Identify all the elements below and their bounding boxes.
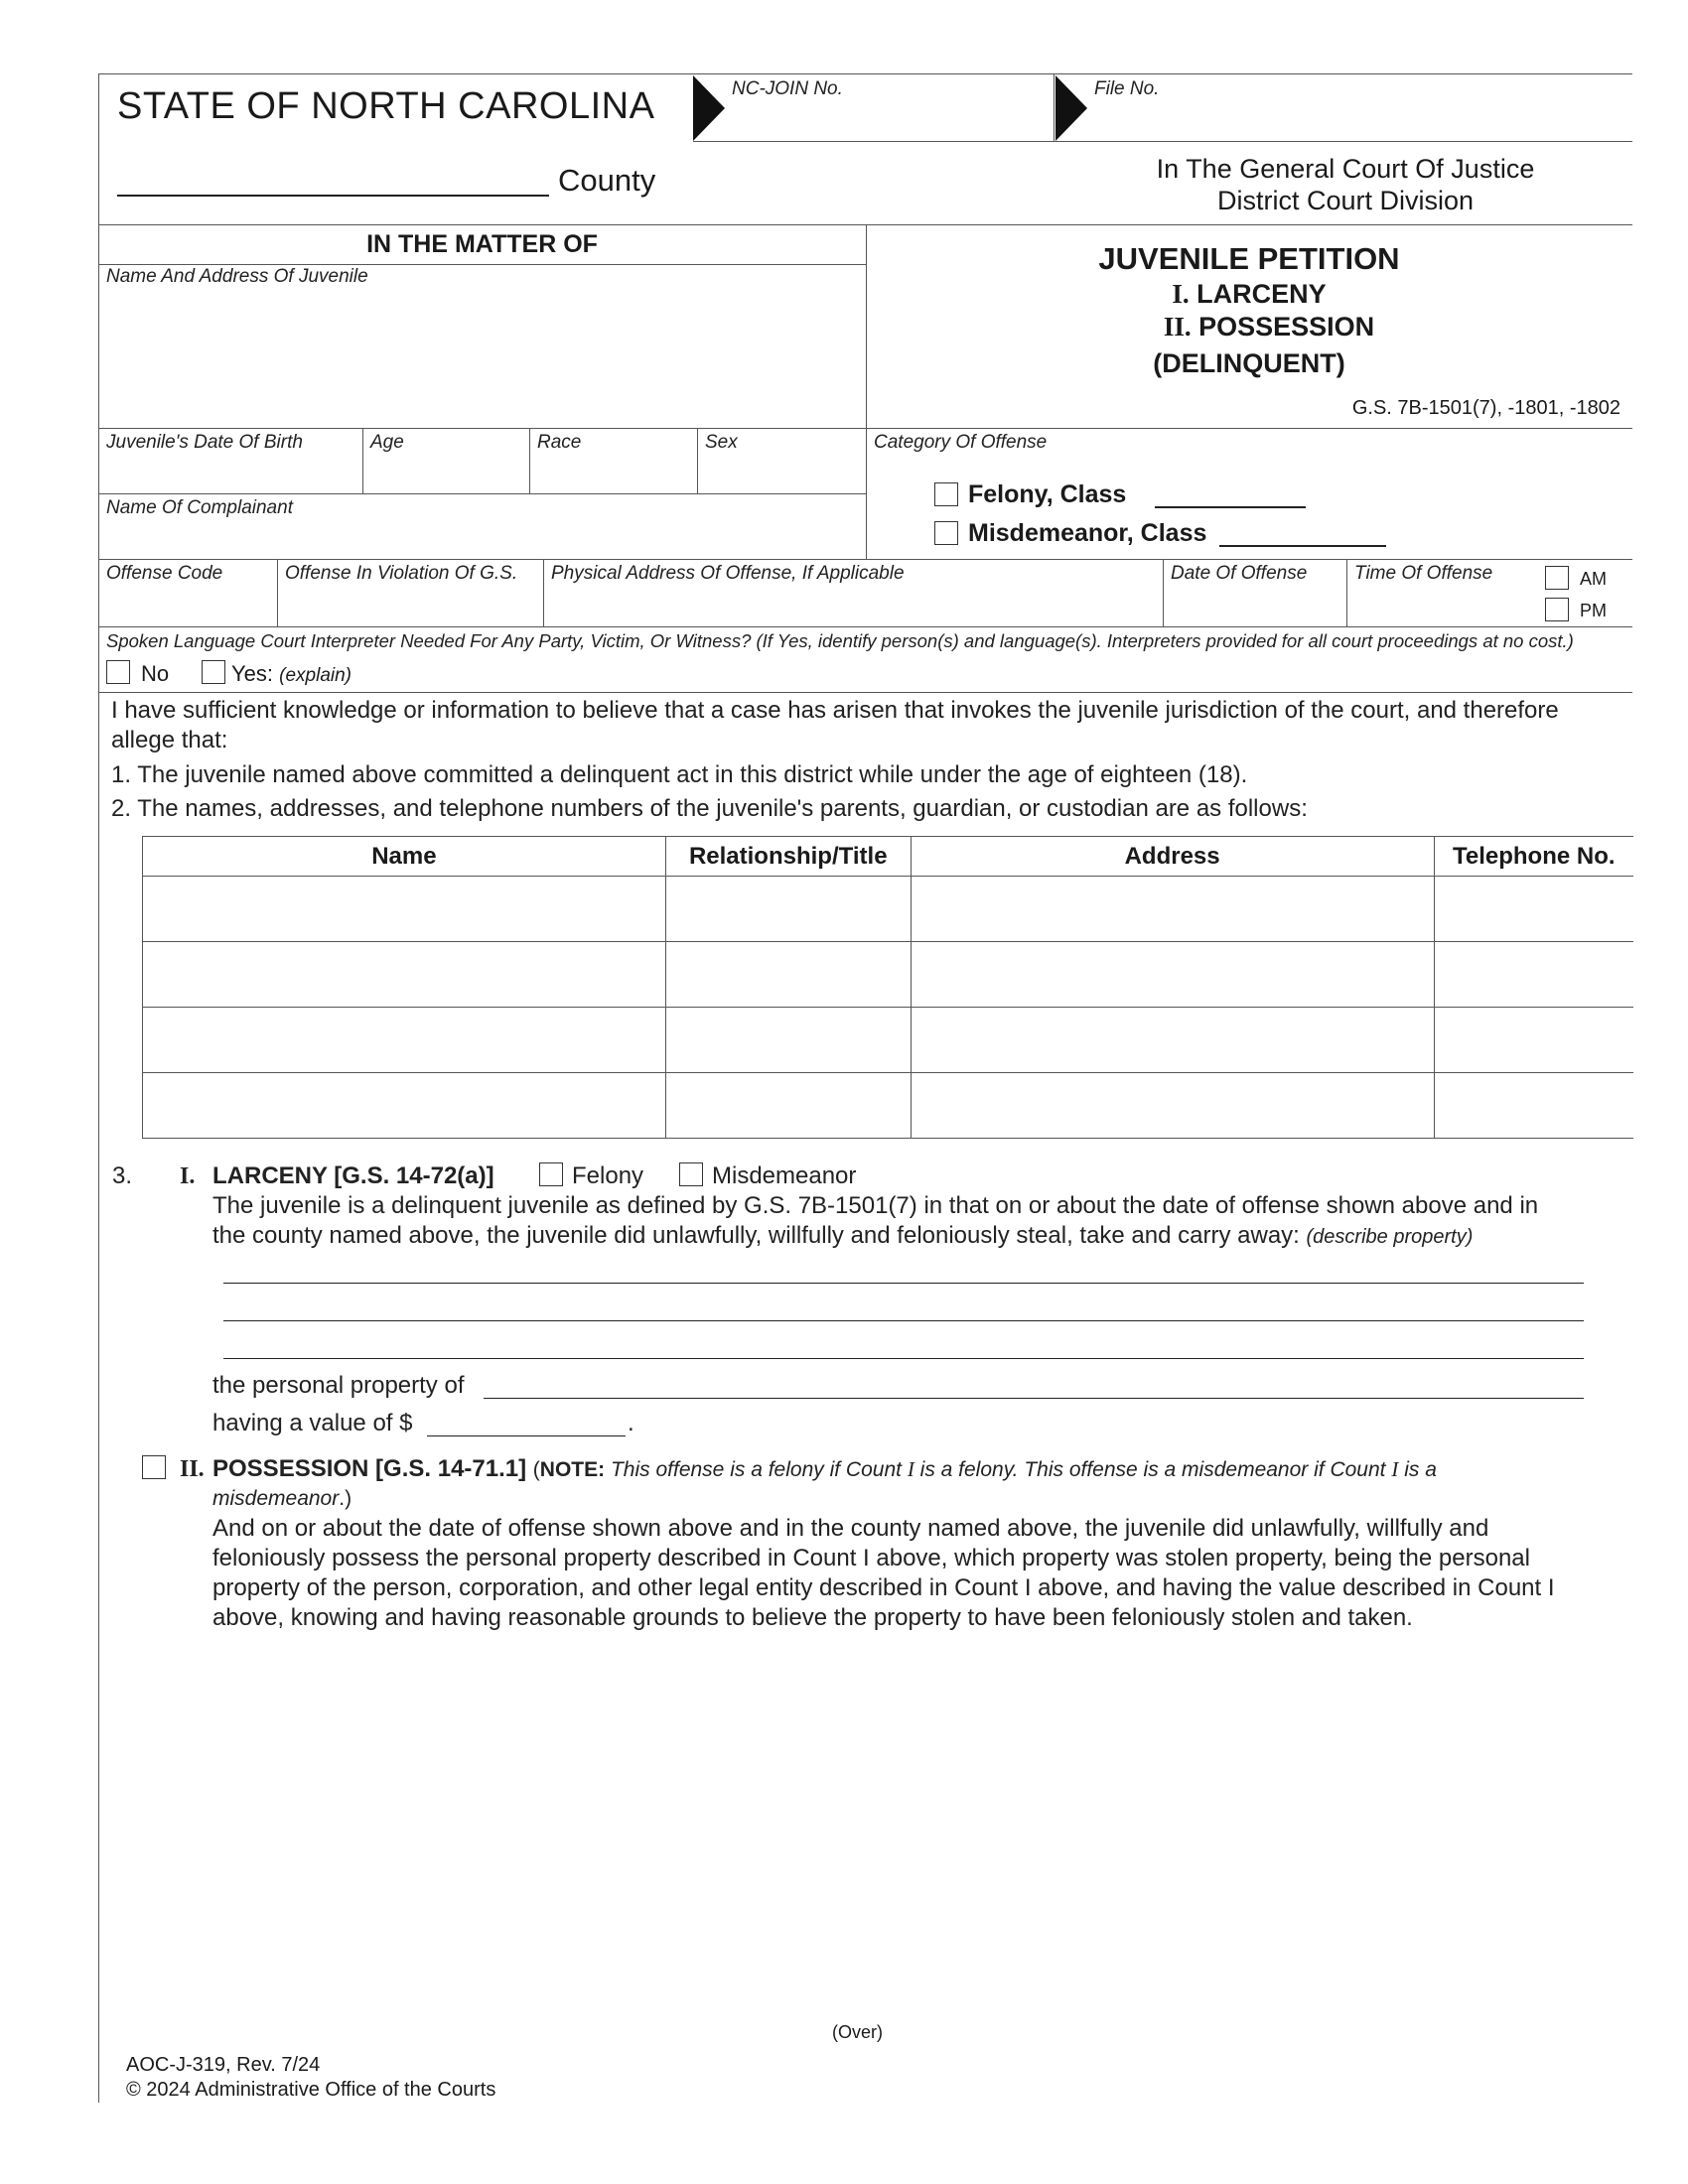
age-field[interactable] [367, 455, 526, 490]
parent-telephone-cell[interactable] [1434, 1008, 1633, 1073]
item-3-number: 3. [112, 1162, 133, 1189]
property-description-line-1[interactable] [223, 1259, 1584, 1284]
petition-roman-1: I. [1172, 279, 1190, 309]
count2-note-line-2: misdemeanor.) [212, 1487, 352, 1510]
count2-checkbox[interactable] [142, 1455, 166, 1479]
header-telephone: Telephone No. [1434, 837, 1633, 877]
matter-heading: IN THE MATTER OF [366, 230, 598, 258]
parent-address-cell[interactable] [911, 942, 1434, 1008]
parent-address-cell[interactable] [911, 1008, 1434, 1073]
count1-text-line-2: the county named above, the juvenile did unlawfully, willfully and feloniously steal, take and carry away: (describe property) [212, 1222, 1474, 1249]
county-label: County [558, 163, 656, 198]
count1-felony-label: Felony [572, 1162, 644, 1189]
juvenile-name-address-label: Name And Address Of Juvenile [106, 266, 368, 287]
table-row [143, 942, 1634, 1008]
parent-telephone-cell[interactable] [1434, 942, 1633, 1008]
misdemeanor-class-field[interactable] [1219, 521, 1386, 547]
offense-violation-field[interactable] [283, 588, 539, 623]
property-owner-field[interactable] [484, 1374, 1584, 1399]
parent-relationship-cell[interactable] [665, 877, 911, 942]
parents-table-header [143, 837, 1634, 877]
table-row [143, 1008, 1634, 1073]
petition-line-possession: II. POSSESSION [1163, 312, 1375, 341]
race-label: Race [537, 432, 582, 453]
offense-time-field[interactable] [1352, 588, 1536, 623]
property-description-line-3[interactable] [223, 1334, 1584, 1359]
allegation-intro-line-2: allege that: [111, 727, 228, 753]
juvenile-name-address-field[interactable] [104, 290, 861, 423]
petition-line-larceny: I. LARCENY [1172, 279, 1327, 309]
parent-name-cell[interactable] [143, 942, 666, 1008]
misdemeanor-class-checkbox[interactable] [934, 521, 958, 545]
offense-code-label: Offense Code [106, 563, 223, 584]
file-no-label: File No. [1094, 78, 1160, 99]
allegation-intro-line-1: I have sufficient knowledge or information to believe that a case has arisen that invokes the juvenile jurisdiction of the court, and therefore [111, 697, 1559, 724]
count2-title: POSSESSION [G.S. 14-71.1] [212, 1455, 527, 1482]
county-name-field[interactable] [117, 159, 549, 197]
parents-table [142, 836, 1633, 1139]
count1-roman: I. [180, 1163, 196, 1189]
value-period: . [628, 1410, 634, 1436]
parent-telephone-cell[interactable] [1434, 1073, 1633, 1139]
petition-title-block [866, 240, 1632, 383]
top-border [98, 73, 1632, 74]
count2-title-line [212, 1454, 1437, 1485]
count2-roman: II. [180, 1456, 205, 1482]
count2-text-line-4: above, knowing and having reasonable grounds to believe the property to have been feloniously stolen and taken. [212, 1604, 1413, 1631]
form-id: AOC-J-319, Rev. 7/24 [126, 2054, 321, 2076]
interpreter-no-label: No [141, 661, 170, 686]
race-field[interactable] [534, 455, 693, 490]
offense-violation-label: Offense In Violation Of G.S. [285, 563, 518, 584]
describe-property-hint: (describe property) [1306, 1226, 1474, 1248]
property-of-label: the personal property of [212, 1372, 465, 1399]
felony-class-field[interactable] [1155, 482, 1306, 508]
interpreter-explain-hint: (explain) [279, 665, 352, 686]
sex-label: Sex [705, 432, 738, 453]
allegation-item-2: 2. The names, addresses, and telephone numbers of the juvenile's parents, guardian, or custodian are as follows: [111, 795, 1308, 822]
table-row [143, 877, 1634, 942]
interpreter-question: Spoken Language Court Interpreter Needed For Any Party, Victim, Or Witness? (If Yes, identify person(s) and language(s). Interpreters provided for all court proceedings at no cost.) [106, 630, 1574, 651]
copyright: © 2024 Administrative Office of the Courts [126, 2079, 496, 2101]
pm-label: PM [1580, 601, 1607, 620]
count1-title: LARCENY [G.S. 14-72(a)] [212, 1162, 494, 1189]
header-relationship: Relationship/Title [665, 837, 911, 877]
count1-text-line-1: The juvenile is a delinquent juvenile as defined by G.S. 7B-1501(7) in that on or about the date of offense shown above and in [212, 1192, 1539, 1219]
header-address: Address [911, 837, 1434, 877]
complainant-field[interactable] [104, 520, 861, 556]
property-value-field[interactable] [427, 1412, 626, 1436]
nc-join-field[interactable] [732, 101, 1050, 137]
count1-felony-checkbox[interactable] [539, 1162, 563, 1186]
dob-label: Juvenile's Date Of Birth [106, 432, 303, 453]
interpreter-no-checkbox[interactable] [106, 660, 130, 684]
interpreter-yes-label: Yes: (explain) [231, 661, 352, 686]
complainant-label: Name Of Complainant [106, 497, 293, 518]
nc-join-label: NC-JOIN No. [732, 78, 843, 99]
offense-code-field[interactable] [104, 588, 273, 623]
petition-delinquent: (DELINQUENT) [1153, 348, 1345, 378]
felony-class-checkbox[interactable] [934, 482, 958, 506]
state-title: STATE OF NORTH CAROLINA [117, 85, 655, 127]
parent-relationship-cell[interactable] [665, 1008, 911, 1073]
court-line-2: District Court Division [1216, 186, 1475, 215]
court-name [1082, 153, 1609, 216]
file-no-field[interactable] [1094, 101, 1630, 137]
over-note: (Over) [832, 2022, 883, 2042]
offense-time-label: Time Of Offense [1354, 563, 1493, 584]
pm-checkbox[interactable] [1545, 598, 1569, 621]
misdemeanor-class-label: Misdemeanor, Class [968, 519, 1207, 547]
nc-join-arrow-icon [693, 75, 727, 141]
file-no-arrow-icon [1055, 75, 1089, 141]
offense-date-label: Date Of Offense [1171, 563, 1308, 584]
age-label: Age [370, 432, 404, 453]
sex-field[interactable] [702, 455, 861, 490]
petition-statute: G.S. 7B-1501(7), -1801, -1802 [1351, 397, 1620, 419]
petition-title: JUVENILE PETITION [1098, 241, 1400, 276]
parent-relationship-cell[interactable] [665, 942, 911, 1008]
count2-text-line-2: feloniously possess the personal property described in Count I above, which property was stolen property, being the personal [212, 1545, 1530, 1571]
am-checkbox[interactable] [1545, 566, 1569, 590]
parent-telephone-cell[interactable] [1434, 877, 1633, 942]
count1-misdemeanor-checkbox[interactable] [679, 1162, 703, 1186]
offense-date-field[interactable] [1169, 588, 1342, 623]
parent-name-cell[interactable] [143, 1008, 666, 1073]
parent-name-cell[interactable] [143, 1073, 666, 1139]
count2-text-line-3: property of the person, corporation, and other legal entity described in Count I above, and having the value described in Count I [212, 1574, 1555, 1601]
parent-name-cell[interactable] [143, 877, 666, 942]
value-of-label: having a value of $ [212, 1410, 413, 1436]
petition-roman-2: II. [1163, 312, 1192, 341]
allegation-item-1: 1. The juvenile named above committed a delinquent act in this district while under the age of eighteen (18). [111, 761, 1248, 788]
header-name: Name [143, 837, 666, 877]
table-row [143, 1073, 1634, 1139]
dob-field[interactable] [104, 455, 358, 490]
category-label: Category Of Offense [874, 432, 1048, 453]
offense-address-label: Physical Address Of Offense, If Applicable [551, 563, 905, 584]
court-line-1: In The General Court Of Justice [1156, 154, 1535, 184]
interpreter-yes-checkbox[interactable] [202, 660, 225, 684]
count1-misdemeanor-label: Misdemeanor [712, 1162, 857, 1189]
count2-text-line-1: And on or about the date of offense shown above and in the county named above, the juvenile did unlawfully, willfully and [212, 1515, 1489, 1542]
interpreter-explain-field[interactable] [367, 657, 1628, 687]
am-label: AM [1580, 569, 1607, 589]
count2-note: (NOTE: This offense is a felony if Count I is a felony. This offense is a misdemeanor if Count I is a [532, 1457, 1437, 1481]
parent-relationship-cell[interactable] [665, 1073, 911, 1139]
felony-class-label: Felony, Class [968, 480, 1127, 508]
left-border [98, 73, 99, 2103]
parent-address-cell[interactable] [911, 1073, 1434, 1139]
parent-address-cell[interactable] [911, 877, 1434, 942]
offense-address-field[interactable] [549, 588, 1158, 623]
property-description-line-2[interactable] [223, 1297, 1584, 1321]
